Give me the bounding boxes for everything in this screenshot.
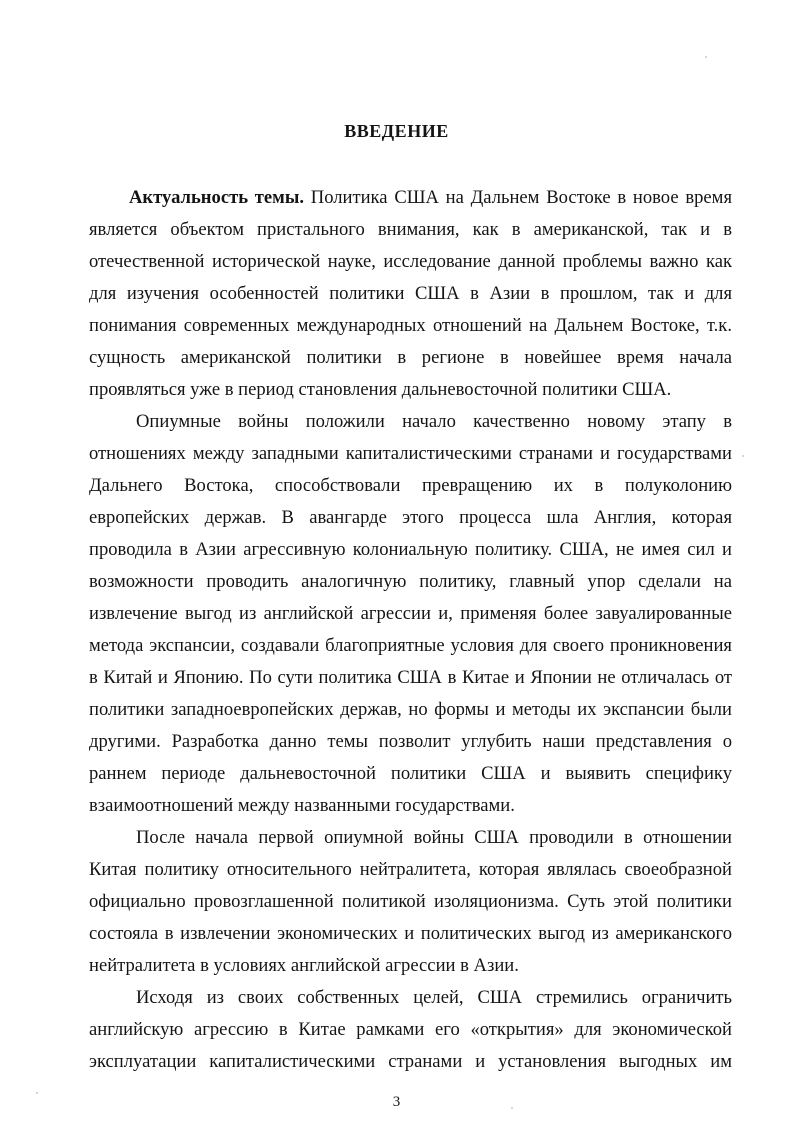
text-line: является объектом пристального внимания, как в американской, так и в bbox=[89, 219, 732, 240]
text-line: Китая политику относительного нейтралитета, которая являлась своеобразной bbox=[89, 859, 732, 880]
paragraph bbox=[89, 822, 732, 982]
text-line: политики западноевропейских держав, но формы и методы их экспансии были bbox=[89, 699, 732, 720]
text-line: официально провозглашенной политикой изоляционизма. Суть этой политики bbox=[89, 891, 732, 912]
text-line: извлечение выгод из английской агрессии и, применяя более завуалированные bbox=[89, 603, 732, 624]
text-line: метода экспансии, создавали благоприятные условия для своего проникновения bbox=[89, 635, 732, 656]
text-line: отношениях между западными капиталистическими странами и государствами bbox=[89, 443, 732, 464]
paragraph bbox=[89, 182, 732, 406]
text-line: сущность американской политики в регионе в новейшее время начала bbox=[89, 347, 732, 368]
text-line: эксплуатации капиталистическими странами и установления выгодных им bbox=[89, 1051, 732, 1072]
text-line: раннем периоде дальневосточной политики США и выявить специфику bbox=[89, 763, 732, 784]
text-line: возможности проводить аналогичную политику, главный упор сделали на bbox=[89, 571, 732, 592]
text-line: европейских держав. В авангарде этого процесса шла Англия, которая bbox=[89, 507, 732, 528]
page-title: ВВЕДЕНИЕ bbox=[344, 121, 449, 141]
text-line: для изучения особенностей политики США в Азии в прошлом, так и для bbox=[89, 283, 732, 304]
body-text bbox=[89, 182, 732, 1078]
text-line: понимания современных международных отношений на Дальнем Востоке, т.к. bbox=[89, 315, 732, 336]
text-line: состояла в извлечении экономических и политических выгод из американского bbox=[89, 923, 732, 944]
paragraph bbox=[89, 406, 732, 822]
paragraph-lead: Актуальность темы. bbox=[129, 187, 305, 208]
text-line: в Китай и Японию. По сути политика США в Китае и Японии не отличалась от bbox=[89, 667, 732, 688]
text-line: После начала первой опиумной войны США проводили в отношении bbox=[136, 827, 732, 848]
text-line: Дальнего Востока, способствовали превращению их в полуколонию bbox=[89, 475, 732, 496]
text-line: английскую агрессию в Китае рамками его «открытия» для экономической bbox=[89, 1019, 732, 1040]
paragraph bbox=[89, 982, 732, 1078]
page-number: 3 bbox=[392, 1094, 401, 1110]
text-line: взаимоотношений между названными государствами. bbox=[89, 795, 515, 816]
text-line: Актуальность темы. Политика США на Дальнем Востоке в новое время bbox=[129, 187, 732, 208]
text-line: нейтралитета в условиях английской агрессии в Азии. bbox=[89, 955, 519, 976]
scan-speck bbox=[742, 455, 744, 457]
text-line: проводила в Азии агрессивную колониальную политику. США, не имея сил и bbox=[89, 539, 732, 560]
text-line: отечественной исторической науке, исследование данной проблемы важно как bbox=[89, 251, 732, 272]
text-line: Опиумные войны положили начало качественно новому этапу в bbox=[136, 411, 732, 432]
text-line: проявляться уже в период становления дальневосточной политики США. bbox=[89, 379, 672, 400]
text-line: другими. Разработка данно темы позволит углубить наши представления о bbox=[89, 731, 732, 752]
scan-speck bbox=[705, 56, 707, 58]
text-line: Исходя из своих собственных целей, США стремились ограничить bbox=[136, 987, 732, 1008]
